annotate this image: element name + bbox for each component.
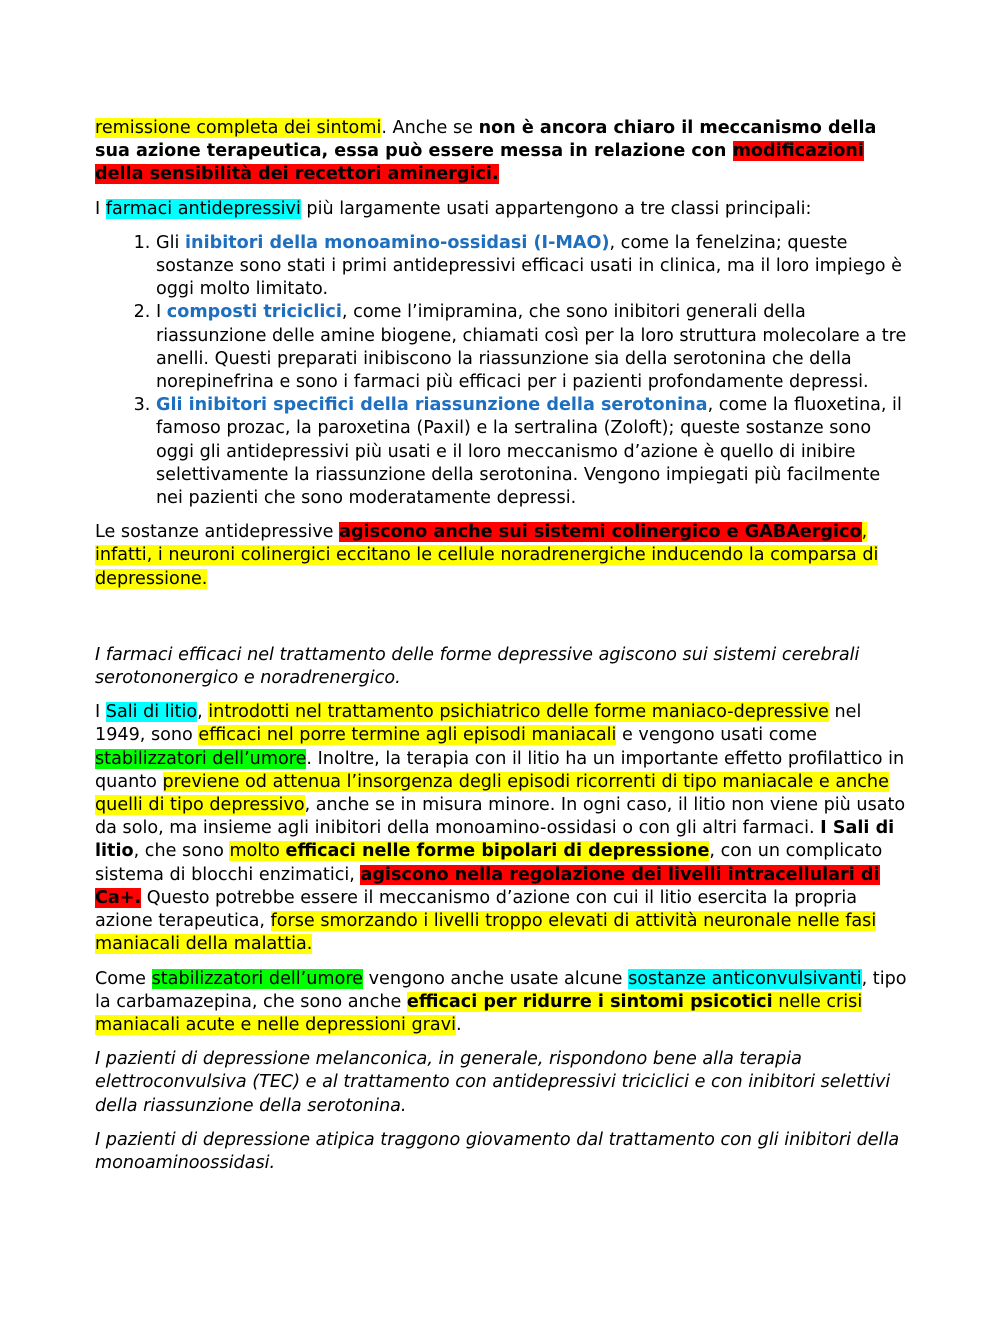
text-span: e vengono usati come	[616, 725, 818, 746]
bold-text: I Sali di litio	[95, 818, 895, 862]
highlight-text: efficaci nel porre termine agli episodi maniacali	[198, 725, 617, 746]
highlight-text: stabilizzatori dell’umore	[151, 968, 364, 989]
text-span: , come l’imipramina, che sono inibitori generali della riassunzione delle amine biogene, chiamati così per la loro struttura molecolare a tre anelli. Questi preparati inibiscono la riassunzione sia della serotonina che della norepinefrina e sono i farmaci più efficaci per i pazienti profondamente depressi.	[156, 302, 907, 393]
text-span: , anche se in misura minore. In ogni caso, il litio non viene più usato da solo, ma insieme agli inibitori della monoamino-ossidasi o con gli altri farmaci.	[95, 795, 906, 839]
paragraph-italic-summary: I farmaci efficaci nel trattamento delle forme depressive agiscono sui sistemi cerebrali serotononergico e noradrenergico.	[95, 644, 860, 689]
highlight-text: modificazioni della sensibilità dei recettori aminergici.	[95, 141, 864, 185]
text-span: I	[156, 302, 167, 323]
text-span: più largamente usati appartengono a tre classi principali:	[300, 198, 812, 219]
paragraph-cholinergic	[95, 521, 910, 591]
text-span: , tipo la carbamazepina, che sono anche	[95, 968, 907, 1012]
text-span: vengono anche usate alcune	[363, 968, 629, 989]
highlight-text: efficaci nelle forme bipolari di depressione	[285, 841, 710, 862]
text-span: Gli	[156, 232, 186, 253]
highlight-text: agiscono anche sui sistemi colinergico e GABAergico	[339, 522, 862, 543]
highlight-text: nelle crisi maniacali acute e nelle depressioni gravi	[95, 991, 863, 1035]
text-span: .	[456, 1014, 462, 1035]
highlight-text: molto	[229, 841, 286, 862]
highlight-text: remissione completa dei sintomi	[95, 118, 382, 138]
text-span: , che sono	[133, 841, 230, 862]
list-item	[156, 394, 910, 510]
text-span: . Anche se	[381, 118, 479, 138]
text-span: Le sostanze antidepressive	[95, 522, 340, 543]
text-span: , come la fenelzina; queste sostanze sono stati i primi antidepressivi efficaci usati in clinica, ma il loro impiego è oggi molto limitato.	[156, 232, 902, 300]
antidepressant-classes-list	[95, 232, 910, 510]
text-span: ,	[197, 702, 209, 723]
highlight-text: , infatti, i neuroni colinergici eccitano le cellule noradrenergiche inducendo la comparsa di depressione.	[95, 522, 879, 589]
highlight-text: efficaci per ridurre i sintomi psicotici	[406, 991, 773, 1012]
text-span: I	[95, 198, 106, 219]
text-span: Come	[95, 968, 152, 989]
term-text: composti triciclici	[166, 302, 342, 323]
highlight-text: farmaci antidepressivi	[105, 198, 301, 219]
highlight-text: introdotti nel trattamento psichiatrico delle forme maniaco-depressive	[208, 702, 829, 723]
paragraph-antidepressants-intro	[95, 198, 910, 221]
text-span: . Inoltre, la terapia con il litio ha un importante effetto profilattico in quanto	[95, 748, 905, 792]
paragraph-melancholic: I pazienti di depressione melanconica, in generale, rispondono bene alla terapia elettroconvulsiva (TEC) e al trattamento con antidepressivi triciclici e con inibitori selettivi della riassunzione della serotonina.	[95, 1049, 891, 1116]
text-span: , con un complicato sistema di blocchi enzimatici,	[95, 841, 883, 885]
spacer	[95, 602, 910, 644]
highlight-text: sostanze anticonvulsivanti	[628, 968, 862, 989]
term-text: Gli inibitori specifici della riassunzione della serotonina	[156, 395, 708, 416]
highlight-text: stabilizzatori dell’umore	[95, 748, 307, 769]
text-span: I	[95, 702, 106, 723]
text-span: Questo potrebbe essere il meccanismo d’azione con cui il litio esercita la propria azione terapeutica,	[95, 887, 858, 932]
bold-text: non è ancora chiaro il meccanismo della sua azione terapeutica, essa può essere messa in relazione con	[95, 118, 877, 162]
highlight-text: Sali di litio	[105, 702, 198, 723]
paragraph-remission	[95, 117, 910, 187]
document-page	[95, 117, 910, 1186]
highlight-text: forse smorzando i livelli troppo elevati di attività neuronale nelle fasi maniacali della malattia.	[95, 911, 877, 955]
list-item	[156, 301, 910, 394]
text-span: , come la fluoxetina, il famoso prozac, la paroxetina (Paxil) e la sertralina (Zoloft); queste sostanze sono oggi gli antidepressivi più usati e il loro meccanismo d’azione è quello di inibire selettivamente la riassunzione della serotonina. Vengono impiegati più facilmente nei pazienti che sono moderatamente depressi.	[156, 395, 902, 509]
list-item	[156, 232, 910, 302]
term-text: inibitori della monoamino-ossidasi (I-MAO)	[185, 232, 610, 253]
highlight-text: previene od attenua l’insorgenza degli episodi ricorrenti di tipo maniacale e anche quelli di tipo depressivo	[95, 771, 889, 816]
paragraph-atypical: I pazienti di depressione atipica traggono giovamento dal trattamento con gli inibitori della monoaminoossidasi.	[95, 1129, 900, 1173]
highlight-text: agiscono nella regolazione dei livelli intracellulari di Ca+.	[95, 864, 880, 908]
paragraph-lithium	[95, 701, 910, 956]
paragraph-mood-stabilizers	[95, 968, 910, 1038]
text-span: nel 1949, sono	[95, 702, 862, 746]
